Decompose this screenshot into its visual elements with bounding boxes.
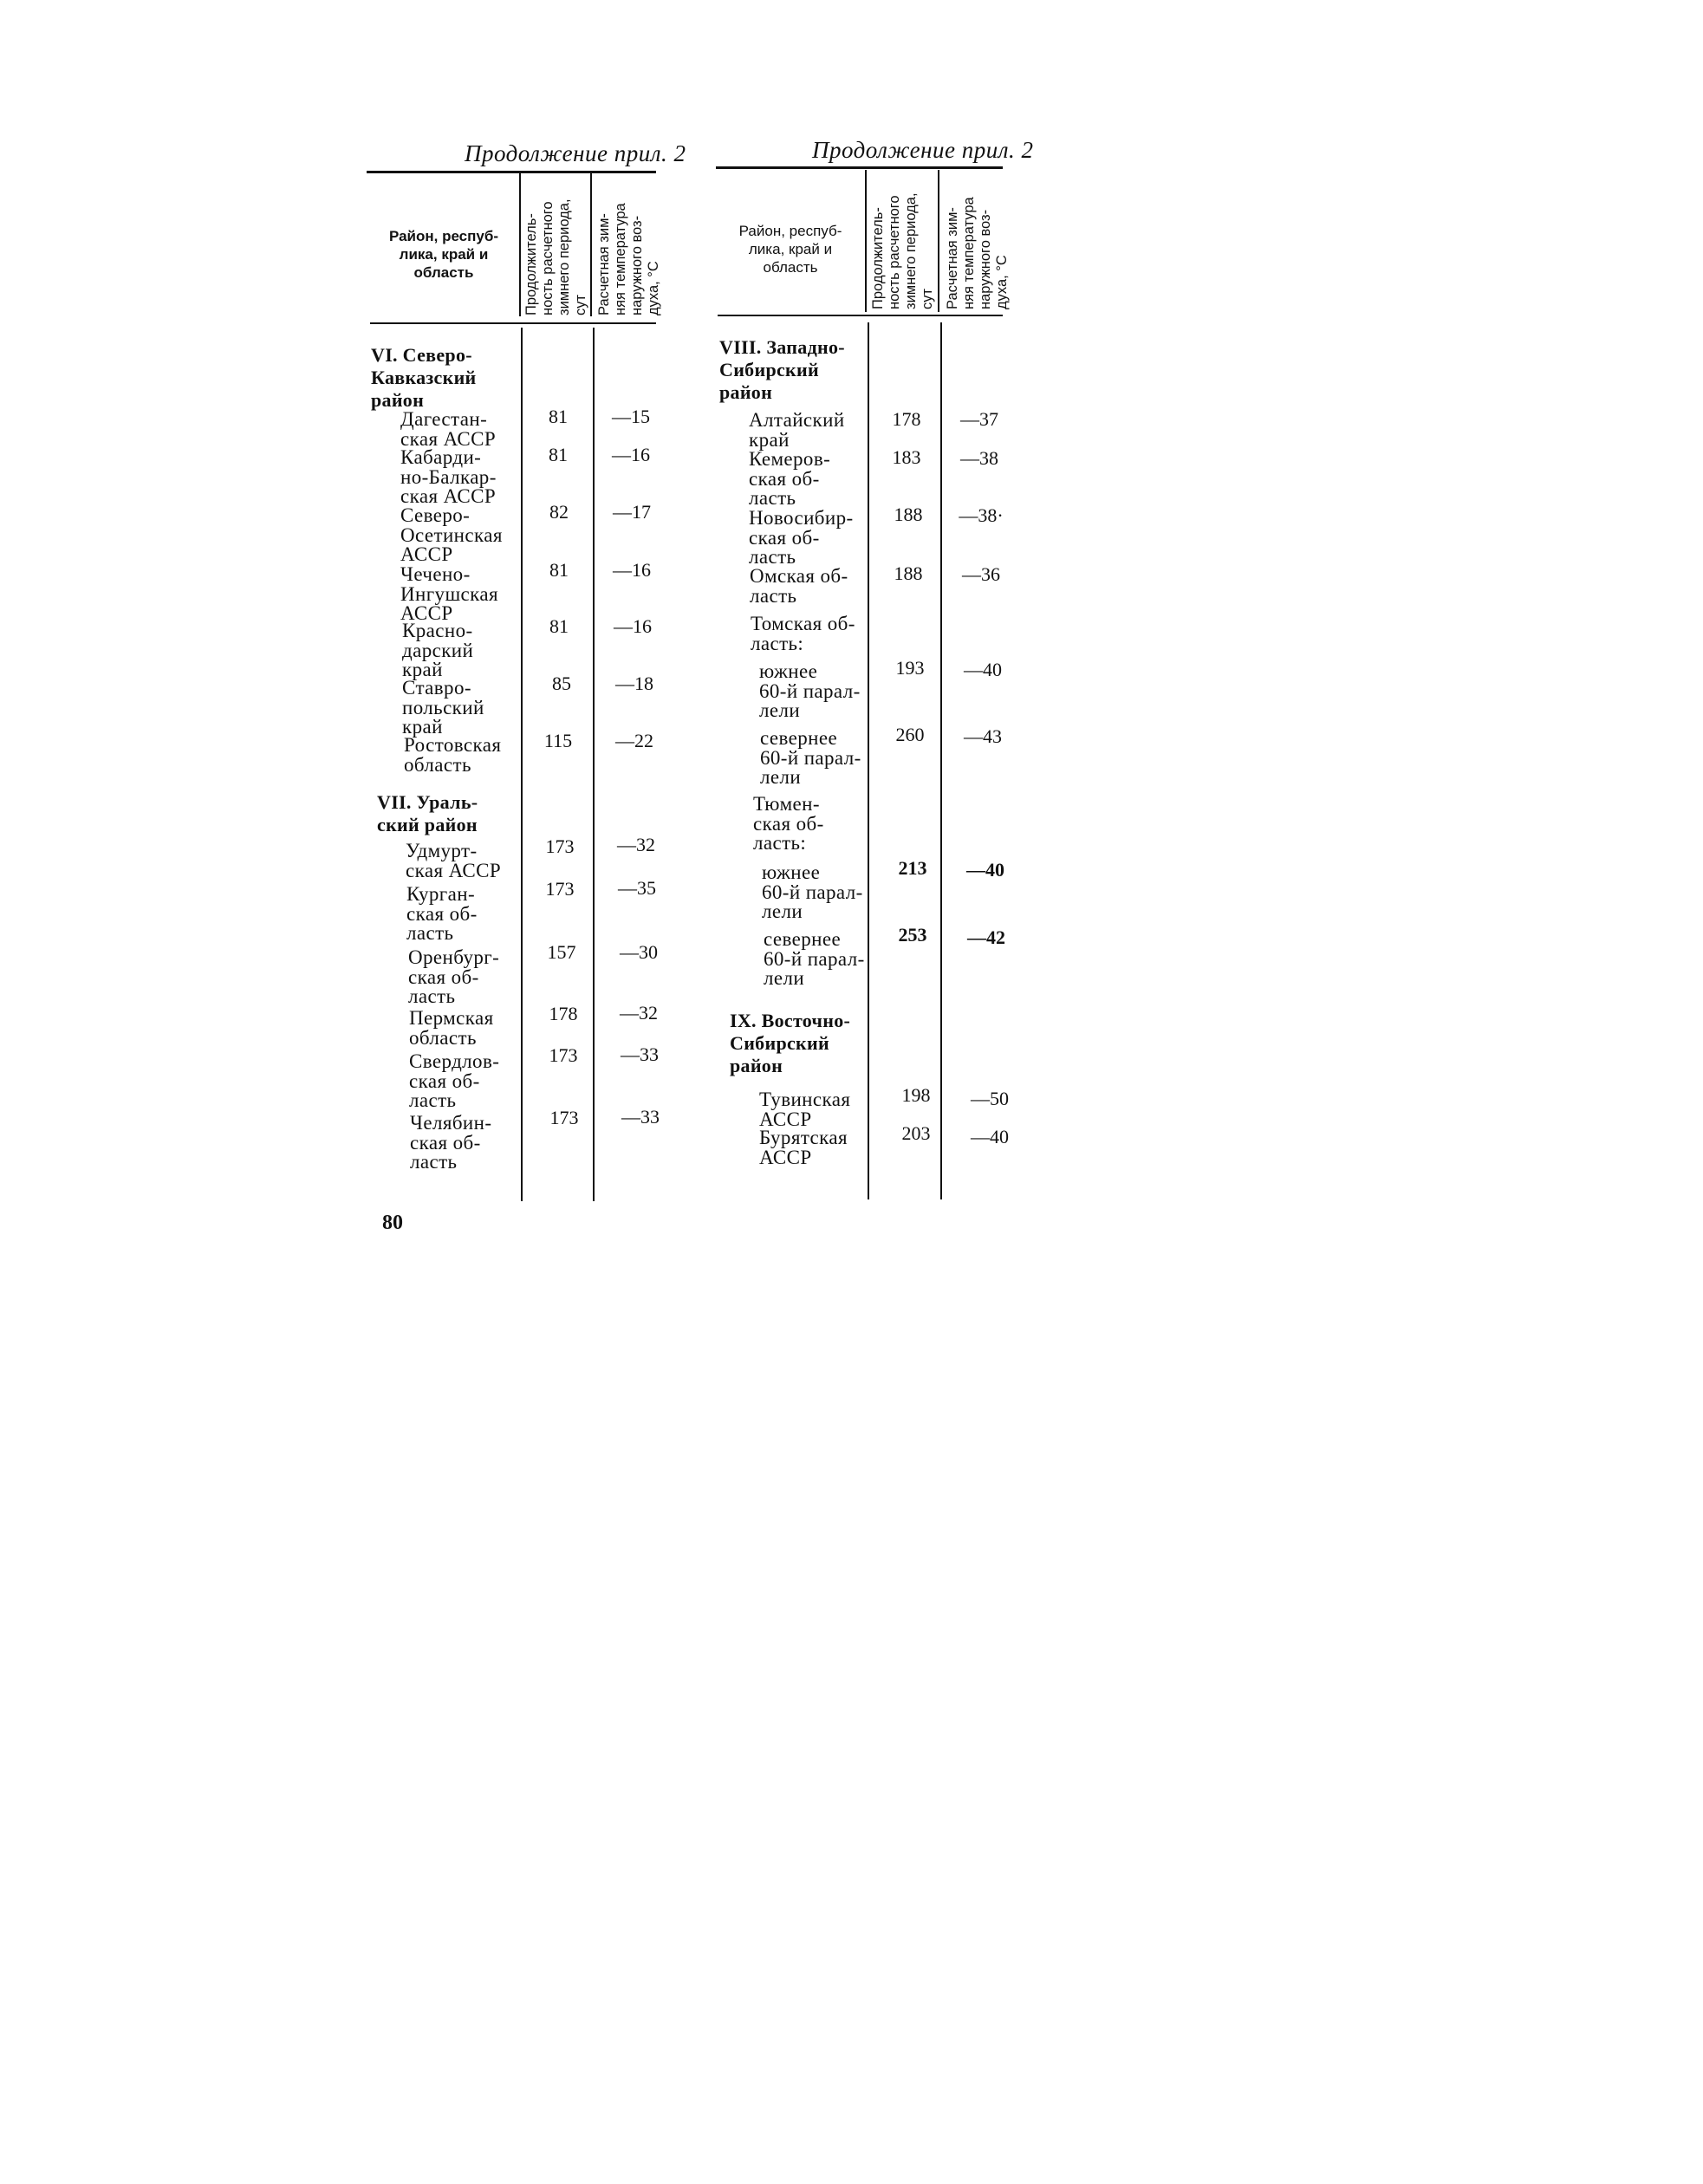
duration-value: 173 xyxy=(549,1044,578,1066)
region-name: Дагестан- ская АССР xyxy=(400,408,497,450)
duration-value: 213 xyxy=(898,857,927,879)
duration-value: 173 xyxy=(545,835,575,857)
duration-value: 198 xyxy=(901,1084,931,1106)
left-table-body-rule-2 xyxy=(593,328,595,1201)
duration-value: 203 xyxy=(901,1122,931,1144)
region-name: Тувинская АССР xyxy=(759,1089,851,1130)
region-name: Чечено- Ингушская АССР xyxy=(400,563,498,624)
duration-value: 253 xyxy=(898,924,927,946)
region-name: Новосибир- ская об- ласть xyxy=(749,507,854,568)
region-name: Ростовская область xyxy=(404,734,502,776)
region-name: Челябин- ская об- ласть xyxy=(410,1112,492,1173)
temperature-value: —32 xyxy=(620,1002,658,1024)
page-number: 80 xyxy=(382,1212,403,1234)
temperature-value: —35 xyxy=(618,877,656,899)
region-name: севернее 60-й парал- лели xyxy=(764,928,865,989)
caption-right: Продолжение прил. 2 xyxy=(812,137,1034,163)
region-name: Оренбург- ская об- ласть xyxy=(408,946,500,1007)
temperature-value: —30 xyxy=(620,941,658,963)
duration-value: 173 xyxy=(549,1107,579,1128)
temperature-value: —50 xyxy=(971,1088,1009,1109)
duration-value: 183 xyxy=(892,446,921,468)
duration-value: 81 xyxy=(549,615,569,637)
temperature-value: —32 xyxy=(617,834,655,855)
temperature-value: —16 xyxy=(613,559,651,581)
region-name: Пермская область xyxy=(409,1007,494,1049)
region-name: Удмурт- ская АССР xyxy=(406,840,502,881)
left-table-top-rule xyxy=(367,171,656,173)
duration-value: 173 xyxy=(545,878,575,900)
duration-value: 81 xyxy=(549,444,568,465)
region-name: Тюмен- ская об- ласть: xyxy=(753,793,824,854)
duration-value: 81 xyxy=(549,406,568,427)
temperature-value: —33 xyxy=(621,1043,659,1065)
duration-value: 85 xyxy=(552,673,571,694)
region-name: Омская об- ласть xyxy=(750,565,848,607)
section-heading: IX. Восточно- Сибирский район xyxy=(730,1010,851,1076)
duration-value: 193 xyxy=(895,657,925,679)
temperature-value: —18 xyxy=(615,673,653,694)
temperature-value: —42 xyxy=(967,926,1005,948)
left-header-temperature: Расчетная зим- няя температура наружного воз- духа, °С xyxy=(596,203,661,315)
right-header-temperature: Расчетная зим- няя температура наружного воз- духа, °С xyxy=(945,197,1010,309)
region-name: Красно- дарский край xyxy=(402,620,474,680)
left-table-body-rule-1 xyxy=(521,328,523,1201)
duration-value: 82 xyxy=(549,501,569,523)
temperature-value: —37 xyxy=(960,408,998,430)
temperature-value: —36 xyxy=(962,563,1000,585)
temperature-value: —40 xyxy=(964,659,1002,680)
duration-value: 115 xyxy=(543,730,573,751)
temperature-value: —17 xyxy=(613,501,651,523)
region-name: севернее 60-й парал- лели xyxy=(760,727,861,788)
temperature-value: —15 xyxy=(612,406,650,427)
temperature-value: —38· xyxy=(959,504,1004,526)
temperature-value: —33 xyxy=(621,1106,660,1128)
caption-left: Продолжение прил. 2 xyxy=(465,140,686,166)
region-name: Томская об- ласть: xyxy=(751,613,855,654)
section-heading: VIII. Западно- Сибирский район xyxy=(719,336,845,403)
left-header-region: Район, респуб- лика, край и область xyxy=(388,228,499,281)
duration-value: 178 xyxy=(892,408,921,430)
right-table-top-rule xyxy=(716,166,1003,169)
right-table-header-rule xyxy=(718,315,1003,316)
temperature-value: —16 xyxy=(612,444,650,465)
left-table-col-rule-1 xyxy=(519,173,521,316)
region-name: Бурятская АССР xyxy=(759,1127,848,1168)
duration-value: 178 xyxy=(549,1003,578,1024)
left-header-duration: Продолжитель- ность расчетного зимнего периода, сут xyxy=(523,198,588,315)
region-name: южнее 60-й парал- лели xyxy=(759,660,861,721)
temperature-value: —43 xyxy=(964,725,1002,747)
temperature-value: —22 xyxy=(615,730,653,751)
right-header-duration: Продолжитель- ность расчетного зимнего периода, сут xyxy=(870,192,935,309)
right-table-col-rule-1 xyxy=(865,170,867,312)
duration-value: 81 xyxy=(549,559,569,581)
right-header-region: Район, респуб- лика, край и область xyxy=(738,223,842,276)
duration-value: 157 xyxy=(547,941,576,963)
region-name: Курган- ская об- ласть xyxy=(406,883,478,944)
temperature-value: —16 xyxy=(614,615,652,637)
duration-value: 188 xyxy=(894,504,923,525)
duration-value: 260 xyxy=(895,724,925,745)
temperature-value: —40 xyxy=(966,859,1004,881)
region-name: Алтайский край xyxy=(749,409,845,451)
region-name: Ставро- польский край xyxy=(402,677,484,738)
region-name: Кемеров- ская об- ласть xyxy=(749,448,831,509)
section-heading: VII. Ураль- ский район xyxy=(377,791,478,835)
temperature-value: —38 xyxy=(960,447,998,469)
region-name: южнее 60-й парал- лели xyxy=(762,861,863,922)
region-name: Свердлов- ская об- ласть xyxy=(409,1050,500,1111)
temperature-value: —40 xyxy=(971,1126,1009,1147)
left-table-header-rule xyxy=(370,322,656,324)
right-table-body-rule-1 xyxy=(868,322,869,1199)
section-heading: VI. Северо- Кавказский район xyxy=(371,344,477,411)
duration-value: 188 xyxy=(894,562,923,584)
region-name: Северо- Осетинская АССР xyxy=(400,504,503,565)
region-name: Кабарди- но-Балкар- ская АССР xyxy=(400,446,497,507)
